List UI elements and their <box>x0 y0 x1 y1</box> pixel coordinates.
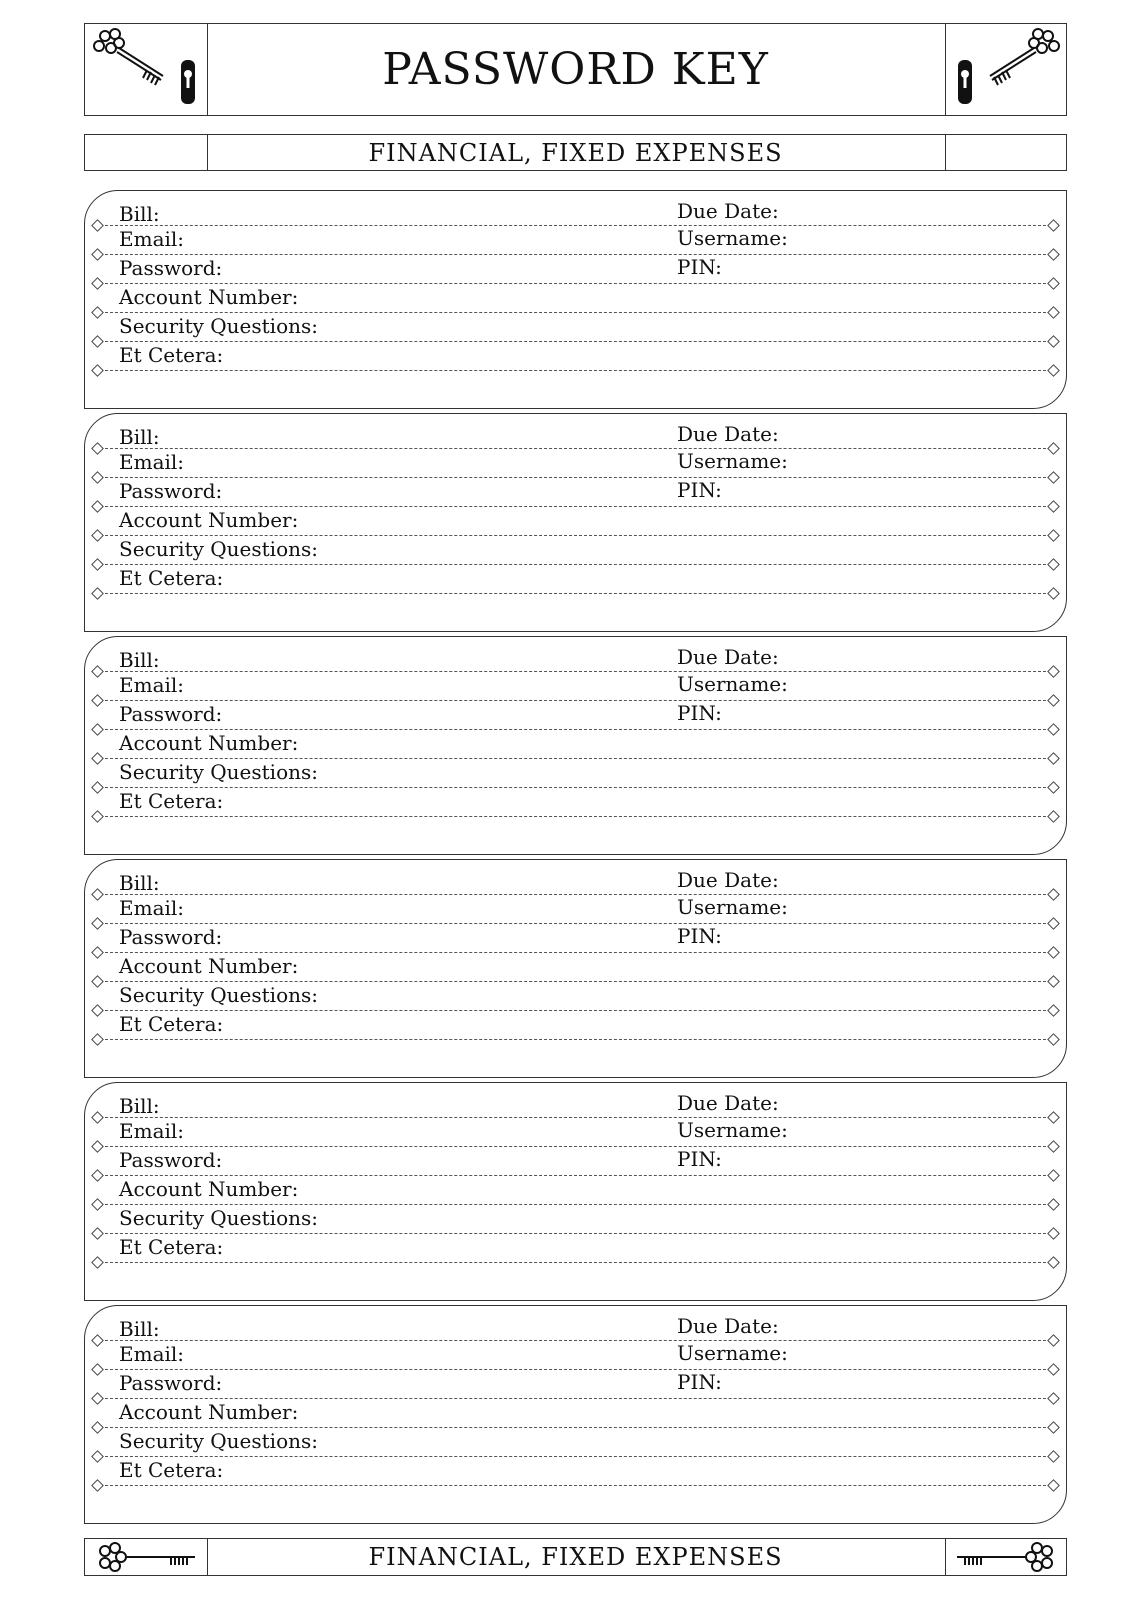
write-in-line[interactable] <box>95 1146 1056 1147</box>
write-in-line[interactable] <box>95 283 1056 284</box>
field-label-pin: PIN: <box>677 478 722 502</box>
field-label-account-number: Account Number: <box>119 508 299 532</box>
field-label-security-questions: Security Questions: <box>119 1206 319 1230</box>
footer-title: FINANCIAL, FIXED EXPENSES <box>368 1543 783 1571</box>
write-in-line[interactable] <box>95 1398 1056 1399</box>
skeleton-key-icon <box>950 26 1062 112</box>
field-label-email: Email: <box>119 896 185 920</box>
header-frame <box>84 23 1067 116</box>
field-label-pin: PIN: <box>677 1147 722 1171</box>
field-label-password: Password: <box>119 1148 223 1172</box>
write-in-line[interactable] <box>95 1262 1056 1263</box>
field-label-security-questions: Security Questions: <box>119 1429 319 1453</box>
write-in-line[interactable] <box>95 448 1056 449</box>
field-label-password: Password: <box>119 256 223 280</box>
write-in-line[interactable] <box>95 477 1056 478</box>
write-in-line[interactable] <box>95 1369 1056 1370</box>
write-in-line[interactable] <box>95 1039 1056 1040</box>
write-in-line[interactable] <box>95 1427 1056 1428</box>
write-in-line[interactable] <box>95 341 1056 342</box>
field-label-et-cetera: Et Cetera: <box>119 343 224 367</box>
field-label-account-number: Account Number: <box>119 954 299 978</box>
field-label-username: Username: <box>677 1118 788 1142</box>
write-in-line[interactable] <box>95 370 1056 371</box>
field-label-pin: PIN: <box>677 701 722 725</box>
field-label-username: Username: <box>677 1341 788 1365</box>
write-in-line[interactable] <box>95 981 1056 982</box>
write-in-line[interactable] <box>95 1117 1056 1118</box>
field-label-email: Email: <box>119 1342 185 1366</box>
write-in-line[interactable] <box>95 923 1056 924</box>
field-label-account-number: Account Number: <box>119 731 299 755</box>
password-entry-card <box>84 859 1067 1078</box>
field-label-security-questions: Security Questions: <box>119 983 319 1007</box>
field-label-bill: Bill: <box>119 202 160 226</box>
field-label-account-number: Account Number: <box>119 1400 299 1424</box>
field-label-due-date: Due Date: <box>677 1091 779 1115</box>
field-label-et-cetera: Et Cetera: <box>119 789 224 813</box>
field-label-security-questions: Security Questions: <box>119 760 319 784</box>
password-entry-card <box>84 1305 1067 1524</box>
field-label-et-cetera: Et Cetera: <box>119 1235 224 1259</box>
write-in-line[interactable] <box>95 593 1056 594</box>
write-in-line[interactable] <box>95 1485 1056 1486</box>
field-label-due-date: Due Date: <box>677 199 779 223</box>
field-label-bill: Bill: <box>119 648 160 672</box>
field-label-bill: Bill: <box>119 1094 160 1118</box>
section-header <box>84 134 1067 171</box>
field-label-password: Password: <box>119 1371 223 1395</box>
write-in-line[interactable] <box>95 564 1056 565</box>
page-title: PASSWORD KEY <box>382 44 769 95</box>
field-label-username: Username: <box>677 895 788 919</box>
write-in-line[interactable] <box>95 894 1056 895</box>
field-label-pin: PIN: <box>677 924 722 948</box>
write-in-line[interactable] <box>95 254 1056 255</box>
field-label-due-date: Due Date: <box>677 645 779 669</box>
field-label-bill: Bill: <box>119 871 160 895</box>
field-label-account-number: Account Number: <box>119 1177 299 1201</box>
field-label-username: Username: <box>677 449 788 473</box>
field-label-due-date: Due Date: <box>677 1314 779 1338</box>
field-label-account-number: Account Number: <box>119 285 299 309</box>
field-label-bill: Bill: <box>119 425 160 449</box>
write-in-line[interactable] <box>95 700 1056 701</box>
field-label-username: Username: <box>677 672 788 696</box>
key-icon <box>95 1541 199 1573</box>
skeleton-key-icon <box>91 26 203 112</box>
field-label-due-date: Due Date: <box>677 868 779 892</box>
field-label-bill: Bill: <box>119 1317 160 1341</box>
write-in-line[interactable] <box>95 1233 1056 1234</box>
field-label-et-cetera: Et Cetera: <box>119 1012 224 1036</box>
field-label-password: Password: <box>119 925 223 949</box>
field-label-et-cetera: Et Cetera: <box>119 1458 224 1482</box>
field-label-security-questions: Security Questions: <box>119 537 319 561</box>
write-in-line[interactable] <box>95 506 1056 507</box>
password-entry-card <box>84 413 1067 632</box>
write-in-line[interactable] <box>95 1175 1056 1176</box>
write-in-line[interactable] <box>95 1204 1056 1205</box>
write-in-line[interactable] <box>95 729 1056 730</box>
write-in-line[interactable] <box>95 816 1056 817</box>
write-in-line[interactable] <box>95 312 1056 313</box>
write-in-line[interactable] <box>95 535 1056 536</box>
field-label-password: Password: <box>119 702 223 726</box>
footer-frame <box>84 1538 1067 1576</box>
field-label-email: Email: <box>119 1119 185 1143</box>
write-in-line[interactable] <box>95 1010 1056 1011</box>
field-label-email: Email: <box>119 227 185 251</box>
write-in-line[interactable] <box>95 758 1056 759</box>
field-label-email: Email: <box>119 673 185 697</box>
password-entry-card <box>84 1082 1067 1301</box>
key-icon <box>953 1541 1057 1573</box>
write-in-line[interactable] <box>95 225 1056 226</box>
field-label-username: Username: <box>677 226 788 250</box>
write-in-line[interactable] <box>95 1340 1056 1341</box>
field-label-password: Password: <box>119 479 223 503</box>
field-label-pin: PIN: <box>677 255 722 279</box>
write-in-line[interactable] <box>95 952 1056 953</box>
field-label-et-cetera: Et Cetera: <box>119 566 224 590</box>
field-label-due-date: Due Date: <box>677 422 779 446</box>
section-title: FINANCIAL, FIXED EXPENSES <box>368 138 783 167</box>
password-entry-card <box>84 636 1067 855</box>
field-label-email: Email: <box>119 450 185 474</box>
write-in-line[interactable] <box>95 1456 1056 1457</box>
field-label-security-questions: Security Questions: <box>119 314 319 338</box>
field-label-pin: PIN: <box>677 1370 722 1394</box>
password-entry-card <box>84 190 1067 409</box>
write-in-line[interactable] <box>95 671 1056 672</box>
write-in-line[interactable] <box>95 787 1056 788</box>
